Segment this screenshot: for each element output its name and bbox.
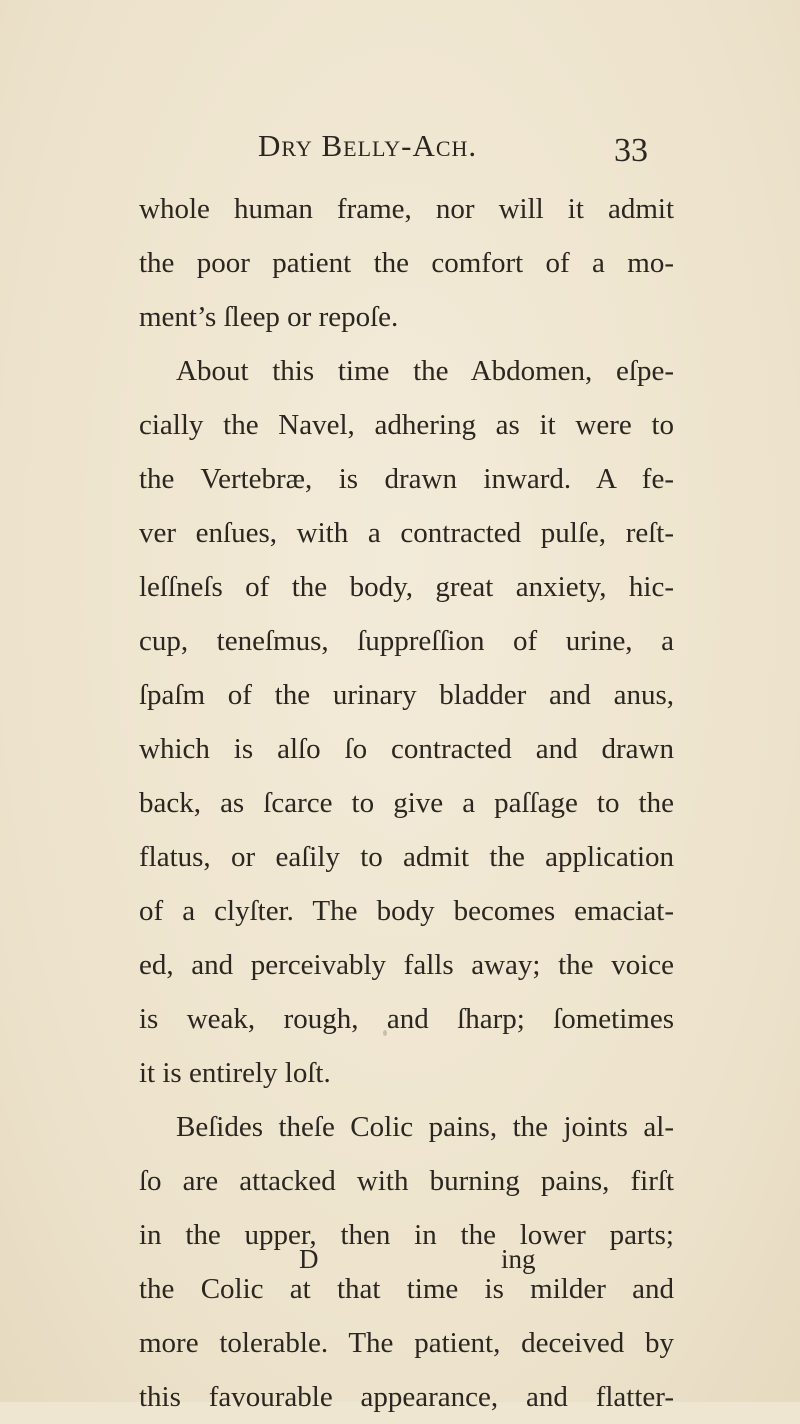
text-line: ver enſues, with a contracted pulſe, reſt- [139,517,674,549]
text-line: in the upper, then in the lower parts; [139,1219,674,1251]
text-line: back, as ſcarce to give a paſſage to the [139,787,674,819]
text-line: flatus, or eaſily to admit the application [139,841,674,873]
body-text [139,182,674,1424]
page-header [258,128,658,176]
text-line: whole human frame, nor will it admit [139,193,674,225]
text-line: which is alſo ſo contracted and drawn [139,733,674,765]
text-line: it is entirely loſt. [139,1057,331,1089]
signature-mark: D [299,1244,319,1274]
text-line: leſſneſs of the body, great anxiety, hic- [139,571,674,603]
text-line: ſpaſm of the urinary bladder and anus, [139,679,674,711]
text-line: ſo are attacked with burning pains, firſt [139,1165,674,1197]
text-line: this favourable appearance, and flatter- [139,1381,674,1413]
page-number: 33 [614,132,648,169]
text-line: cup, teneſmus, ſuppreſſion of urine, a [139,625,674,657]
page-footer [0,1244,800,1284]
text-line: Beſides theſe Colic pains, the joints al- [176,1111,674,1143]
text-line: is weak, rough, and ſharp; ſometimes [139,1003,674,1035]
text-line: the Vertebræ, is drawn inward. A fe- [139,463,674,495]
catchword: ing [501,1244,536,1274]
text-line: ment’s ſleep or repoſe. [139,301,399,333]
running-head: Dry Belly-Ach. [258,128,478,163]
text-line: the Colic at that time is milder and [139,1273,674,1305]
text-line: more tolerable. The patient, deceived by [139,1327,674,1359]
text-line: the poor patient the comfort of a mo- [139,247,674,279]
text-line: About this time the Abdomen, eſpe- [176,355,674,387]
text-line: of a clyſter. The body becomes emaciat- [139,895,674,927]
text-line: ed, and perceivably falls away; the voice [139,949,674,981]
text-line: cially the Navel, adhering as it were to [139,409,674,441]
